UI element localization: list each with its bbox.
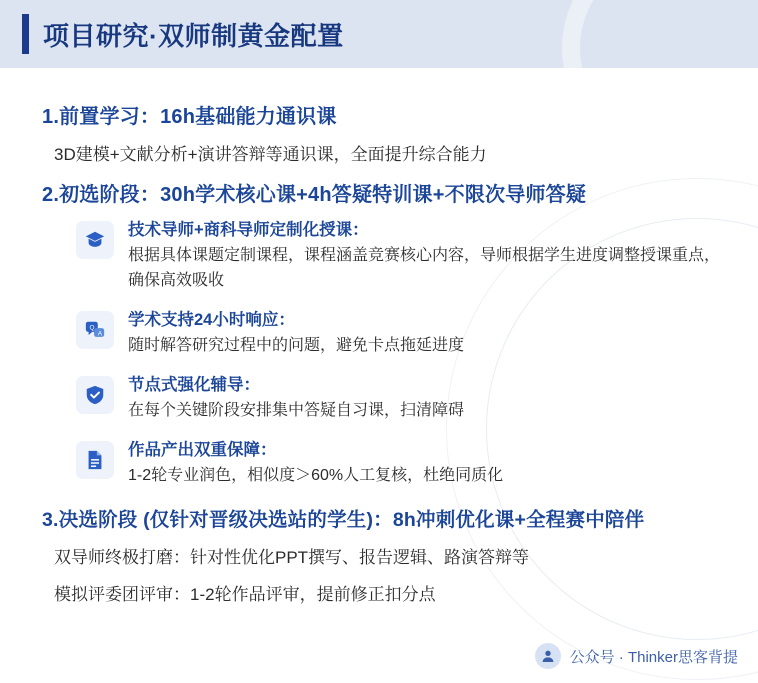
list-item [76, 374, 732, 424]
section-prestudy-heading: 1.前置学习：16h基础能力通识课 [42, 106, 337, 128]
person-icon [535, 643, 561, 669]
feature-list [76, 219, 732, 489]
document-icon [76, 441, 114, 479]
section-preliminary [30, 178, 732, 489]
feature-title: 节点式强化辅导： [128, 376, 260, 395]
feature-title: 学术支持24小时响应： [128, 311, 295, 330]
page-content [0, 68, 758, 683]
list-item [76, 309, 732, 359]
qa-chat-icon [76, 311, 114, 349]
feature-description: 在每个关键阶段安排集中答疑自习课，扫清障碍 [128, 402, 465, 420]
feature-description: 根据具体课题定制课程，课程涵盖竞赛核心内容，导师根据学生进度调整授课重点，确保高效吸收 [128, 247, 721, 290]
list-item-text [128, 219, 732, 294]
header-accent-bar [22, 14, 29, 54]
section-final-heading: 3.决选阶段 (仅针对晋级决选站的学生)：8h冲刺优化课+全程赛中陪伴 [42, 509, 645, 532]
section-final [30, 504, 732, 608]
section-prestudy [30, 100, 732, 168]
svg-text:A: A [97, 330, 103, 338]
section-final-line-1: 双导师终极打磨：针对性优化PPT撰写、报告逻辑、路演答辩等 [54, 548, 530, 568]
footer-text: 公众号 · Thinker思客背提 [569, 648, 738, 666]
header-decorative-arc [562, 0, 758, 68]
feature-title: 技术导师+商科导师定制化授课： [128, 221, 369, 240]
graduate-cap-icon [76, 221, 114, 259]
shield-check-icon [76, 376, 114, 414]
section-prestudy-body: 3D建模+文献分析+演讲答辩等通识课，全面提升综合能力 [54, 145, 487, 164]
feature-title: 作品产出双重保障： [128, 441, 277, 460]
feature-description: 1-2轮专业润色，相似度＞60%人工复核，杜绝同质化 [128, 467, 504, 485]
section-final-line-2: 模拟评委团评审：1-2轮作品评审，提前修正扣分点 [54, 585, 436, 605]
list-item-text [128, 309, 732, 359]
svg-text:Q: Q [89, 324, 95, 332]
section-preliminary-heading: 2.初选阶段：30h学术核心课+4h答疑特训课+不限次导师答疑 [42, 184, 587, 207]
list-item [76, 439, 732, 489]
page-header [0, 0, 758, 68]
page-title: 项目研究·双师制黄金配置 [43, 20, 344, 51]
footer-watermark [535, 643, 738, 669]
list-item-text [128, 439, 732, 489]
list-item-text [128, 374, 732, 424]
feature-description: 随时解答研究过程中的问题，避免卡点拖延进度 [128, 337, 465, 355]
list-item [76, 219, 732, 294]
